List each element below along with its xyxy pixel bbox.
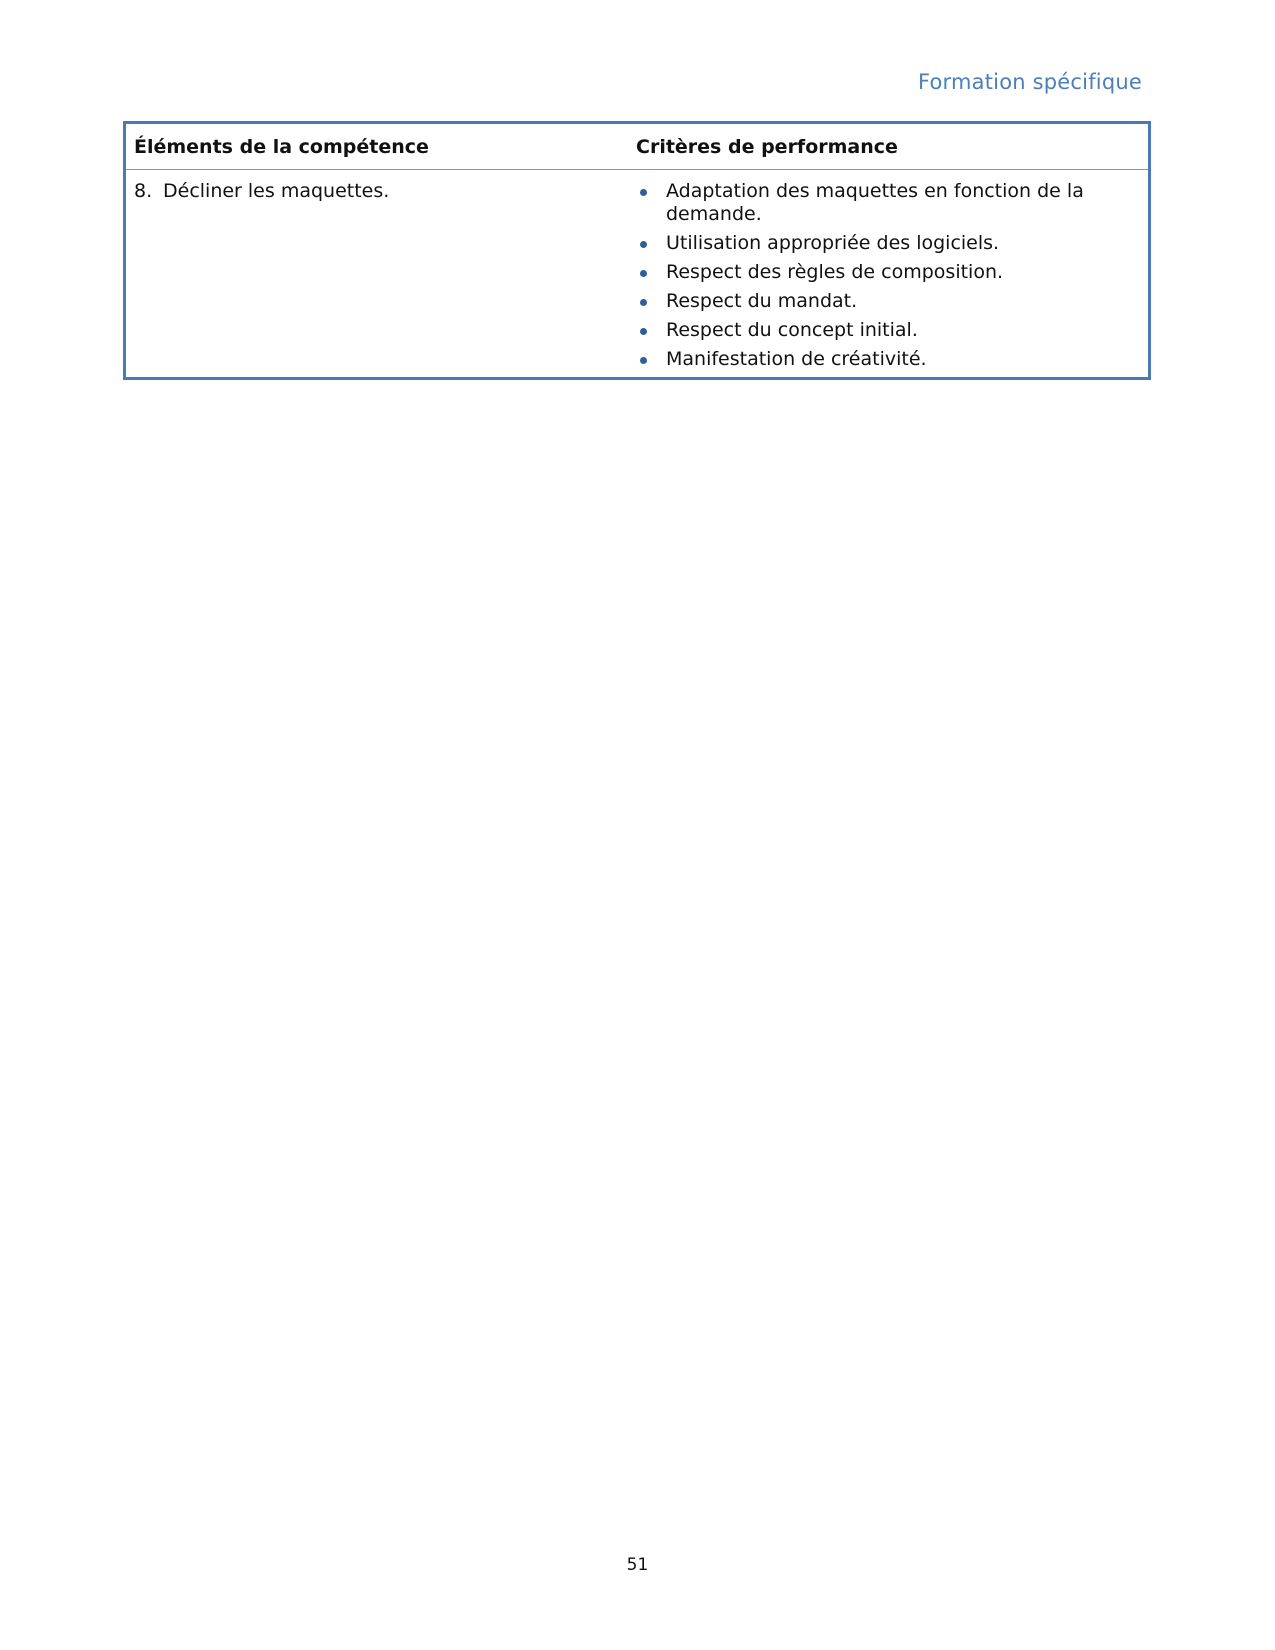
criteria-cell [636, 170, 1136, 377]
criteria-text: Respect du mandat. [666, 290, 858, 312]
bullet-icon [636, 232, 666, 255]
list-item [636, 290, 1136, 313]
list-item [636, 180, 1136, 226]
criteria-text: Utilisation appropriée des logiciels. [666, 232, 1000, 254]
element-number: 8. [134, 180, 153, 202]
bullet-icon [636, 180, 666, 226]
criteria-list [636, 180, 1136, 371]
bullet-icon [636, 348, 666, 371]
table-header-row [126, 124, 1148, 170]
list-item [636, 348, 1136, 371]
criteria-text: Respect des règles de composition. [666, 261, 1004, 283]
criteria-text: Adaptation des maquettes en fonction de la demande. [666, 180, 1084, 225]
element-cell [126, 170, 636, 377]
criteria-text: Manifestation de créativité. [666, 348, 927, 370]
list-item [636, 319, 1136, 342]
list-item [636, 261, 1136, 284]
table-row [126, 170, 1148, 377]
competence-table [123, 121, 1151, 380]
page-number: 51 [626, 1555, 649, 1575]
criteria-text: Respect du concept initial. [666, 319, 918, 341]
list-item [636, 232, 1136, 255]
bullet-icon [636, 319, 666, 342]
element-text: Décliner les maquettes. [163, 180, 390, 202]
bullet-icon [636, 261, 666, 284]
bullet-icon [636, 290, 666, 313]
column-header-elements: Éléments de la compétence [134, 135, 429, 158]
column-header-criteria: Critères de performance [636, 135, 898, 158]
running-header-title: Formation spécifique [917, 70, 1142, 94]
